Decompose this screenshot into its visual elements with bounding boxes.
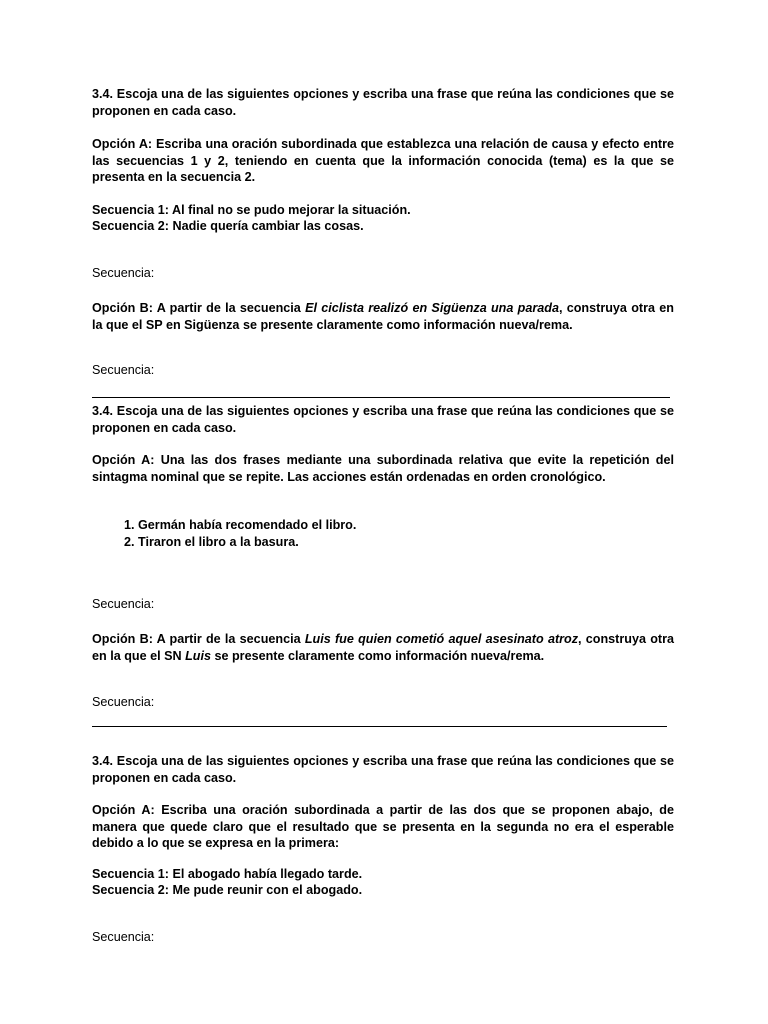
section1-option-b: Opción B: A partir de la secuencia El ciclista realizó en Sigüenza una parada, construya otra en la que el SP en Sigüenza se presente claramente como información nueva/rema. bbox=[92, 301, 674, 332]
section3-option-a: Opción A: Escriba una oración subordinada a partir de las dos que se proponen abajo, de manera que quede claro que el resultado que se presenta en la segunda no era el esperable debido a lo que se expresa en la primera: bbox=[92, 803, 674, 850]
section1-answer-label-a: Secuencia: bbox=[92, 265, 155, 280]
section-divider bbox=[92, 397, 670, 398]
list-item: 1. Germán había recomendado el libro. bbox=[138, 517, 720, 534]
section1-seq2: Secuencia 2: Nadie quería cambiar las cosas. bbox=[92, 219, 364, 233]
section3-answer-label-a: Secuencia: bbox=[92, 929, 155, 944]
section1-intro: 3.4. Escoja una de las siguientes opciones y escriba una frase que reúna las condiciones que se proponen en cada caso. bbox=[92, 87, 674, 118]
list-item: 2. Tiraron el libro a la basura. bbox=[138, 534, 720, 551]
section2-intro: 3.4. Escoja una de las siguientes opciones y escriba una frase que reúna las condiciones que se proponen en cada caso. bbox=[92, 404, 674, 435]
section1-answer-label-b: Secuencia: bbox=[92, 362, 155, 377]
section3-intro: 3.4. Escoja una de las siguientes opciones y escriba una frase que reúna las condiciones que se proponen en cada caso. bbox=[92, 754, 674, 785]
section2-list bbox=[92, 517, 720, 550]
section3-seq1: Secuencia 1: El abogado había llegado tarde. bbox=[92, 867, 363, 881]
section2-option-a: Opción A: Una las dos frases mediante una subordinada relativa que evite la repetición del sintagma nominal que se repite. Las acciones están ordenadas en orden cronológico. bbox=[92, 453, 674, 484]
section1-option-a: Opción A: Escriba una oración subordinada que establezca una relación de causa y efecto entre las secuencias 1 y 2, teniendo en cuenta que la información conocida (tema) es la que se presenta en la secuencia 2. bbox=[92, 137, 674, 184]
section1-seq1: Secuencia 1: Al final no se pudo mejorar la situación. bbox=[92, 203, 411, 217]
section-divider bbox=[92, 726, 667, 727]
section2-option-b: Opción B: A partir de la secuencia Luis fue quien cometió aquel asesinato atroz, construya otra en la que el SN Luis se presente claramente como información nueva/rema. bbox=[92, 632, 674, 663]
section2-answer-label-a: Secuencia: bbox=[92, 596, 155, 611]
section3-seq2: Secuencia 2: Me pude reunir con el abogado. bbox=[92, 883, 363, 897]
section2-answer-label-b: Secuencia: bbox=[92, 694, 155, 709]
